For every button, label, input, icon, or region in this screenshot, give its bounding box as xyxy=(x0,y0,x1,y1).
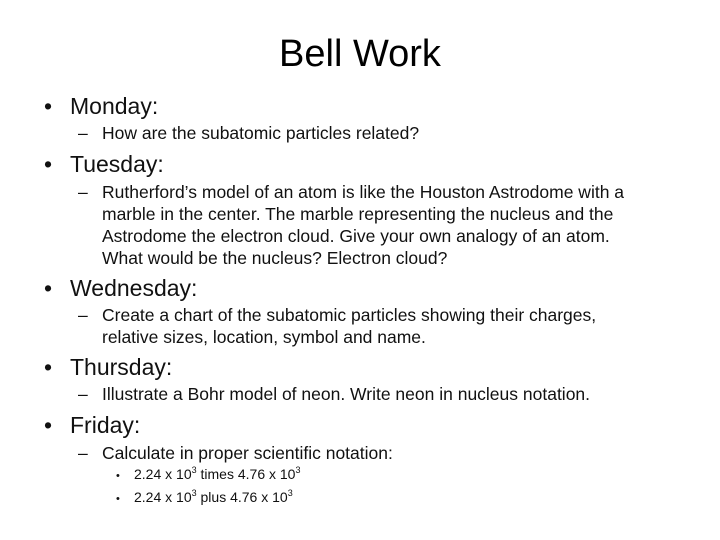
exponent: 3 xyxy=(287,488,293,498)
item-text: Calculate in proper scientific notation: xyxy=(102,443,393,463)
friday-item xyxy=(78,442,678,464)
math-text: plus 4.76 x 10 xyxy=(196,489,288,505)
day-label: Friday: xyxy=(70,412,141,438)
day-label: Monday: xyxy=(70,93,159,119)
bullet-icon: • xyxy=(44,354,53,380)
tuesday-item xyxy=(78,181,678,269)
slide-title: Bell Work xyxy=(279,33,441,75)
dash-icon: – xyxy=(78,443,88,463)
exponent: 3 xyxy=(295,465,301,475)
exponent: 3 xyxy=(191,465,197,475)
bullet-icon: • xyxy=(44,275,53,301)
math-text: 2.24 x 10 xyxy=(134,489,192,505)
friday-subitem xyxy=(116,464,300,486)
math-text: 2.24 x 10 xyxy=(134,466,192,482)
day-label: Wednesday: xyxy=(70,275,198,301)
dash-icon: – xyxy=(78,182,88,202)
day-label: Tuesday: xyxy=(70,151,164,177)
day-tuesday xyxy=(44,151,164,177)
dash-icon: – xyxy=(78,384,88,404)
day-wednesday xyxy=(44,275,197,301)
dash-icon: – xyxy=(78,123,88,143)
day-label: Thursday: xyxy=(70,354,173,380)
bullet-icon: • xyxy=(116,470,120,482)
monday-item xyxy=(78,122,678,144)
item-text: Illustrate a Bohr model of neon. Write neon in nucleus notation. xyxy=(102,384,591,404)
exponent: 3 xyxy=(191,488,197,498)
bullet-icon: • xyxy=(44,93,53,119)
dash-icon: – xyxy=(78,305,88,325)
item-text: Create a chart of the subatomic particles showing their charges, relative sizes, location, symbol and name. xyxy=(102,305,597,347)
day-thursday xyxy=(44,354,172,380)
friday-subitem xyxy=(116,487,293,509)
wednesday-item xyxy=(78,304,678,348)
item-text: How are the subatomic particles related? xyxy=(102,123,420,143)
bullet-icon: • xyxy=(116,493,120,505)
bullet-icon: • xyxy=(44,151,53,177)
math-text: times 4.76 x 10 xyxy=(196,466,296,482)
day-monday xyxy=(44,93,158,119)
item-text: Rutherford’s model of an atom is like the Houston Astrodome with a marble in the center. The marble representing the nucleus and the Astrodome the electron cloud. Give your own analogy of an atom. What would be the nucleus? Electron cloud? xyxy=(102,182,625,268)
day-friday xyxy=(44,412,140,438)
bullet-icon: • xyxy=(44,412,53,438)
thursday-item xyxy=(78,383,678,405)
